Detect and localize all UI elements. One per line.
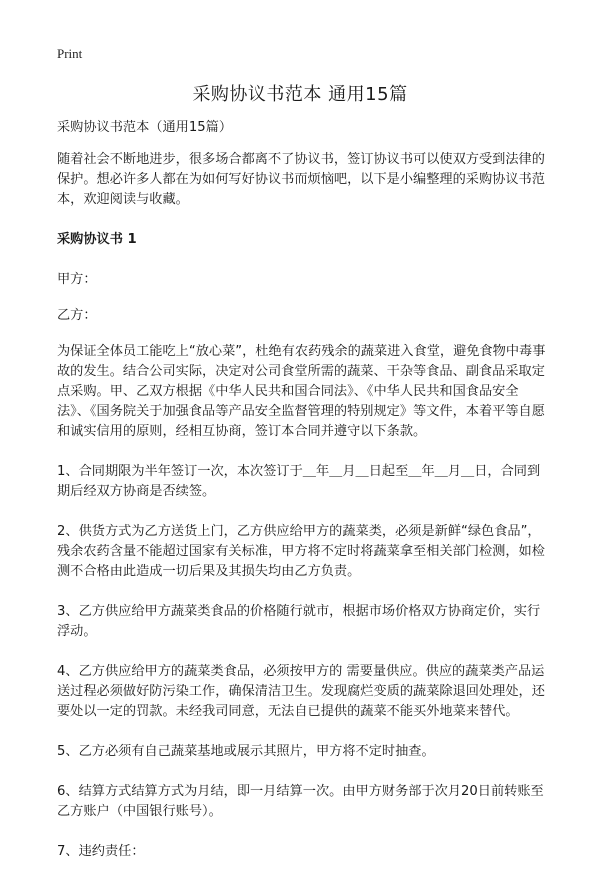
clause-2: 2、供货方式为乙方送货上门，乙方供应给甲方的蔬菜类，必须是新鲜“绿色食品”，残余农药含量不能超过国家有关标准，甲方将不定时将蔬菜拿至相关部门检测，如检测不合格由此造成一切后果及其损失均由乙方负责。 bbox=[57, 524, 545, 579]
preamble-paragraph: 为保证全体员工能吃上“放心菜”，杜绝有农药残余的蔬菜进入食堂，避免食物中毒事故的发生。结合公司实际，决定对公司食堂所需的蔬菜、干杂等食品、副食品采取定点采购。甲、乙双方根据《中华人民共和国合同法》、《中华人民共和国食品安全法》、《国务院关于加强食品等产品安全监督管理的特别规定》等文件，本着平等自愿和诚实信用的原则，经相互协商，签订本合同并遵守以下条款。 bbox=[57, 344, 546, 439]
clause-3: 3、乙方供应给甲方蔬菜类食品的价格随行就市，根据市场价格双方协商定价，实行浮动。 bbox=[57, 604, 541, 639]
clause-1: 1、合同期限为半年签订一次，本次签订于＿年＿月＿日起至＿年＿月＿日，合同到期后经双方协商是否续签。 bbox=[57, 464, 541, 499]
intro-paragraph: 随着社会不断地进步，很多场合都离不了协议书，签订协议书可以使双方受到法律的保护。想必许多人都在为如何写好协议书而烦恼吧，以下是小编整理的采购协议书范本，欢迎阅读与收藏。 bbox=[57, 152, 545, 207]
clause-7: 7、违约责任： bbox=[57, 844, 145, 859]
clause-5: 5、乙方必须有自己蔬菜基地或展示其照片，甲方将不定时抽查。 bbox=[57, 744, 435, 759]
document-body bbox=[57, 118, 547, 882]
page-title: 采购协议书范本 通用15篇 bbox=[192, 84, 408, 105]
section-heading: 采购协议书 1 bbox=[57, 232, 137, 247]
clause-6: 6、结算方式结算方式为月结，即一月结算一次。由甲方财务部于次月20日前转账至乙方账户（中国银行账号）。 bbox=[57, 784, 544, 819]
party-a-label: 甲方： bbox=[57, 272, 97, 287]
party-b-label: 乙方： bbox=[57, 308, 97, 323]
clause-4: 4、乙方供应给甲方的蔬菜类食品，必须按甲方的 需要量供应。供应的蔬菜类产品运送过程必须做好防污染工作，确保清洁卫生。发现腐烂变质的蔬菜除退回处理处，还要处以一定的罚款。未经我司同意，无法自已提供的蔬菜不能买外地菜来替代。 bbox=[57, 664, 545, 719]
print-link[interactable]: Print bbox=[57, 46, 83, 61]
document-subtitle: 采购协议书范本（通用15篇） bbox=[57, 120, 233, 135]
